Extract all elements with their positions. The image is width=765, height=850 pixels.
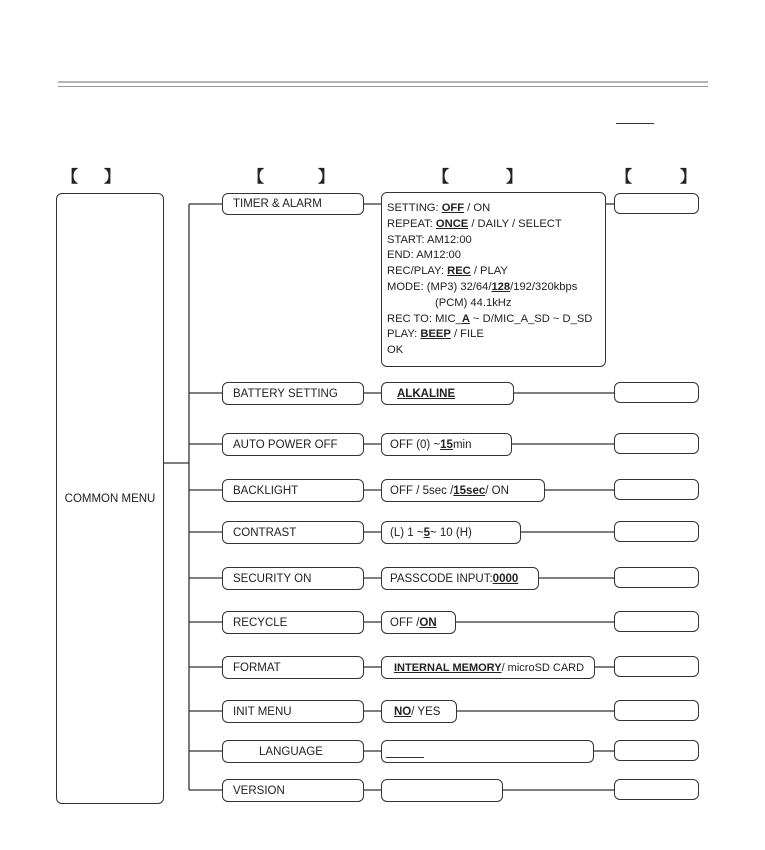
menu-item-label: BACKLIGHT [233, 484, 299, 497]
menu-item-language [222, 740, 364, 763]
menu-item-battery-setting [222, 382, 364, 405]
init-option-box: NO / YES [381, 700, 457, 723]
menu-item-security-on [222, 567, 364, 590]
security-option-box: PASSCODE INPUT: 0000 [381, 567, 539, 590]
timer-mode-line: MODE: (MP3) 32/64/128/192/320kbps [387, 280, 578, 293]
timer-end-line: END: AM12:00 [387, 249, 461, 262]
menu-item-label: SECURITY ON [233, 572, 312, 585]
menu-item-init-menu [222, 700, 364, 723]
timer-pcm-line: (PCM) 44.1kHz [435, 296, 512, 309]
menu-item-label: BATTERY SETTING [233, 387, 338, 400]
menu-item-label: RECYCLE [233, 616, 288, 629]
contrast-option-box: (L) 1 ~ 5 ~ 10 (H) [381, 521, 521, 544]
result-box-backlight [614, 479, 699, 500]
common-menu-box [56, 193, 164, 804]
battery-option-box [381, 382, 514, 405]
timer-alarm-panel [381, 192, 606, 367]
result-box-language [614, 740, 699, 761]
col4-open-bracket: 【 [616, 169, 633, 186]
result-box-init [614, 700, 699, 721]
result-box-timer [614, 193, 699, 214]
timer-recto-line: REC TO: MIC_A ~ D/MIC_A_SD ~ D_SD [387, 312, 593, 325]
menu-item-auto-power-off [222, 433, 364, 456]
menu-item-label: INIT MENU [233, 705, 292, 718]
col2-close-bracket: 】 [318, 169, 335, 186]
backlight-option-box: OFF / 5sec / 15sec / ON [381, 479, 545, 502]
menu-item-format [222, 656, 364, 679]
result-box-format [614, 656, 699, 677]
menu-item-version [222, 779, 364, 802]
menu-item-timer-alarm [222, 193, 364, 215]
result-box-security [614, 567, 699, 588]
result-box-auto-power [614, 433, 699, 454]
timer-ok-line: OK [387, 344, 404, 357]
col1-close-bracket: 】 [104, 169, 121, 186]
col3-open-bracket: 【 [433, 169, 450, 186]
menu-item-backlight [222, 479, 364, 502]
result-box-battery [614, 382, 699, 403]
common-menu-label: COMMON MENU [64, 492, 156, 505]
result-box-contrast [614, 521, 699, 542]
menu-item-contrast [222, 521, 364, 544]
menu-item-recycle [222, 611, 364, 634]
col4-close-bracket: 】 [680, 169, 697, 186]
auto-power-option-box: OFF (0) ~ 15 min [381, 433, 512, 456]
language-option-box [381, 740, 594, 763]
timer-recplay-line: REC/PLAY: REC / PLAY [387, 265, 508, 278]
timer-start-line: START: AM12:00 [387, 233, 472, 246]
timer-repeat-line: REPEAT: ONCE / DAILY / SELECT [387, 217, 562, 230]
version-option-box [381, 779, 503, 802]
menu-item-label: FORMAT [233, 661, 281, 674]
language-blank [386, 745, 424, 758]
result-box-version [614, 779, 699, 800]
col1-open-bracket: 【 [62, 169, 79, 186]
menu-item-label: TIMER & ALARM [233, 198, 322, 210]
result-box-recycle [614, 611, 699, 632]
timer-setting-line: SETTING: OFF / ON [387, 202, 491, 214]
menu-item-label: AUTO POWER OFF [233, 438, 338, 451]
menu-item-label: LANGUAGE [259, 745, 323, 758]
menu-item-label: VERSION [233, 784, 285, 797]
battery-default: ALKALINE [397, 387, 456, 400]
timer-play-line: PLAY: BEEP / FILE [387, 328, 484, 341]
recycle-option-box: OFF / ON [381, 611, 456, 634]
col2-open-bracket: 【 [248, 169, 265, 186]
col3-close-bracket: 】 [506, 169, 523, 186]
menu-item-label: CONTRAST [233, 526, 297, 539]
format-option-box: INTERNAL MEMORY / microSD CARD [381, 656, 595, 679]
